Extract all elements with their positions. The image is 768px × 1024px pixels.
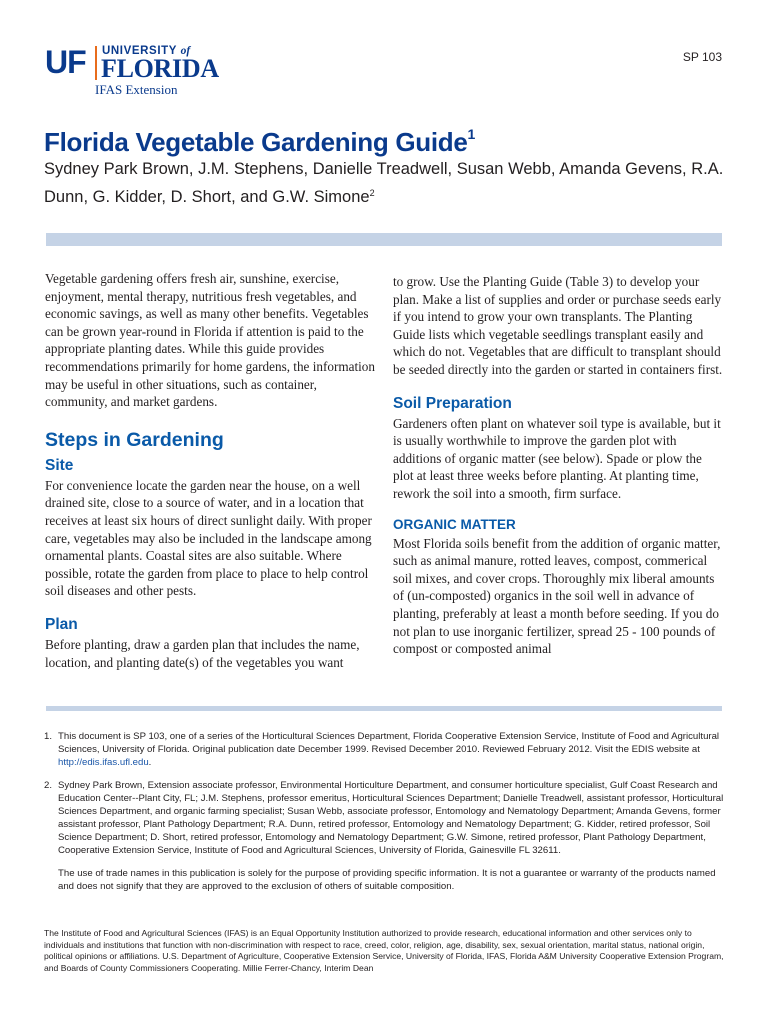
soil-preparation-paragraph: Gardeners often plant on whatever soil type is available, but it is usually worthwhile to improve the garden plot with additions of organic matter (see below). Spade or plow the plot at least three weeks before planting. At planting time, rework the soil into a smooth, firm surface. [393, 415, 721, 501]
footnotes [44, 730, 724, 903]
footnote-number: 1. [44, 731, 53, 742]
organic-matter-heading: ORGANIC MATTER [393, 516, 516, 532]
site-heading: Site [45, 456, 74, 474]
footnote-2 [44, 779, 724, 857]
title-footnote-marker[interactable]: 1 [467, 126, 476, 142]
header-divider-band [46, 233, 722, 246]
soil-preparation-heading: Soil Preparation [393, 394, 512, 412]
uf-ifas-logo [45, 44, 219, 100]
plan-paragraph: Before planting, draw a garden plan that includes the name, location, and planting date(s) of the vegetables you want [45, 636, 360, 670]
right-column [393, 273, 723, 658]
footnote-1 [44, 730, 724, 769]
organic-matter-paragraph: Most Florida soils benefit from the addition of organic matter, such as animal manure, rotted leaves, compost, commerical soil mixes, and cover crops. Thoroughly mix liberal amounts of (un-composted) organics in the soil well in advance of planting, preferably at least a month before seeding. If you do not plan to use inorganic fertilizer, spread 25 - 100 pounds of compost or composted animal [393, 535, 721, 657]
document-number: SP 103 [682, 50, 722, 64]
footnote-text: Sydney Park Brown, Extension associate professor, Environmental Horticulture Department, and consumer horticulture specialist, Gulf Coast Research and Education Center--Plant City, FL; J.M. Stephens, professor emeritus, Horticultural Sciences Department; Danielle Treadwell, assistant professor, Horticultural Sciences Department, and organic farming specialist; Susan Webb, associate professor, Entomology and Nematology Department; Amanda Gevens, former assistant professor, Plant Pathology Department; R.A. Dunn, retired professor, Entomology and Nematology Department; G. Kidder, retired professor, Soil Science Department; D. Short, retired professor, Entomology and Nematology Department; G.W. Simone, retired professor, Plant Pathology Department, Cooperative Extension Service, Institute of Food and Agricultural Sciences, University of Florida, Gainesville FL 32611. [58, 780, 724, 856]
logo-florida-text: FLORIDA [101, 54, 219, 83]
edis-link[interactable]: http://edis.ifas.ufl.edu [58, 757, 149, 768]
plan-continued-paragraph: to grow. Use the Planting Guide (Table 3) to develop your plan. Make a list of supplies and order or purchase seeds early if you intend to grow your own transplants. The Planting Guide lists which vegetable seedlings transplant easily and which do not. Vegetables that are difficult to transplant should be seeded directly into the garden or started in containers first. [393, 274, 723, 377]
authors-footnote-marker[interactable]: 2 [369, 188, 375, 198]
logo-divider [95, 46, 97, 80]
site-paragraph: For convenience locate the garden near the house, on a well drained site, close to a source of water, and in a location that receives at least six hours of direct sunlight daily. With proper care, vegetables may also be included in the landscape among ornamental plants. Coastal sites are also suitable. Where possible, rotate the garden from place to place to help control soil diseases and other pests. [45, 477, 372, 599]
equal-opportunity-statement: The Institute of Food and Agricultural Sciences (IFAS) is an Equal Opportunity Institution authorized to provide research, educational information and other services only to individuals and institutions that function with non-discrimination with respect to race, creed, color, religion, age, disability, sex, sexual orientation, marital status, national origin, political opinions or affiliations. U.S. Department of Agriculture, Cooperative Extension Service, University of Florida, IFAS, Florida A&M University Cooperative Extension Program, and Boards of County Commissioners Cooperating. Millie Ferrer-Chancy, Interim Dean [44, 928, 724, 973]
author-list: Sydney Park Brown, J.M. Stephens, Danielle Treadwell, Susan Webb, Amanda Gevens, R.A. Dunn, G. Kidder, D. Short, and G.W. Simone$^2$ [44, 160, 724, 206]
footnote-text: This document is SP 103, one of a series of the Horticultural Sciences Department, Florida Cooperative Extension Service, Institute of Food and Agricultural Sciences, University of Florida. Original publication date December 1999. Revised December 2010. Reviewed February 2012. Visit the EDIS website at http://edis.ifas.ufl.edu. [58, 731, 720, 768]
logo-university-text: UNIVERSITY of [102, 45, 191, 57]
left-column [45, 270, 375, 671]
intro-paragraph: Vegetable gardening offers fresh air, sunshine, exercise, enjoyment, mental therapy, nutritious fresh vegetables, and economic savings, as well as many other benefits. Vegetables can be grown year-round in Florida if attention is paid to the appropriate planting dates. While this guide provides recommendations primarily for home gardens, the information may be useful in other situations, such as container, community, and market gardens. [45, 271, 375, 410]
trade-names-disclaimer: The use of trade names in this publication is solely for the purpose of providing specific information. It is not a guarantee or warranty of the products named and does not signify that they are approved to the exclusion of others of suitable composition. [58, 868, 716, 892]
footnote-number: 2. [44, 780, 53, 791]
page-title: Florida Vegetable Gardening Guide$^1$ [44, 126, 476, 157]
footnote-divider-band [46, 706, 722, 711]
logo-uf-mark: UF [45, 44, 86, 80]
plan-heading: Plan [45, 615, 78, 633]
logo-ifas-extension: IFAS Extension [95, 82, 178, 97]
steps-in-gardening-heading: Steps in Gardening [45, 428, 224, 451]
